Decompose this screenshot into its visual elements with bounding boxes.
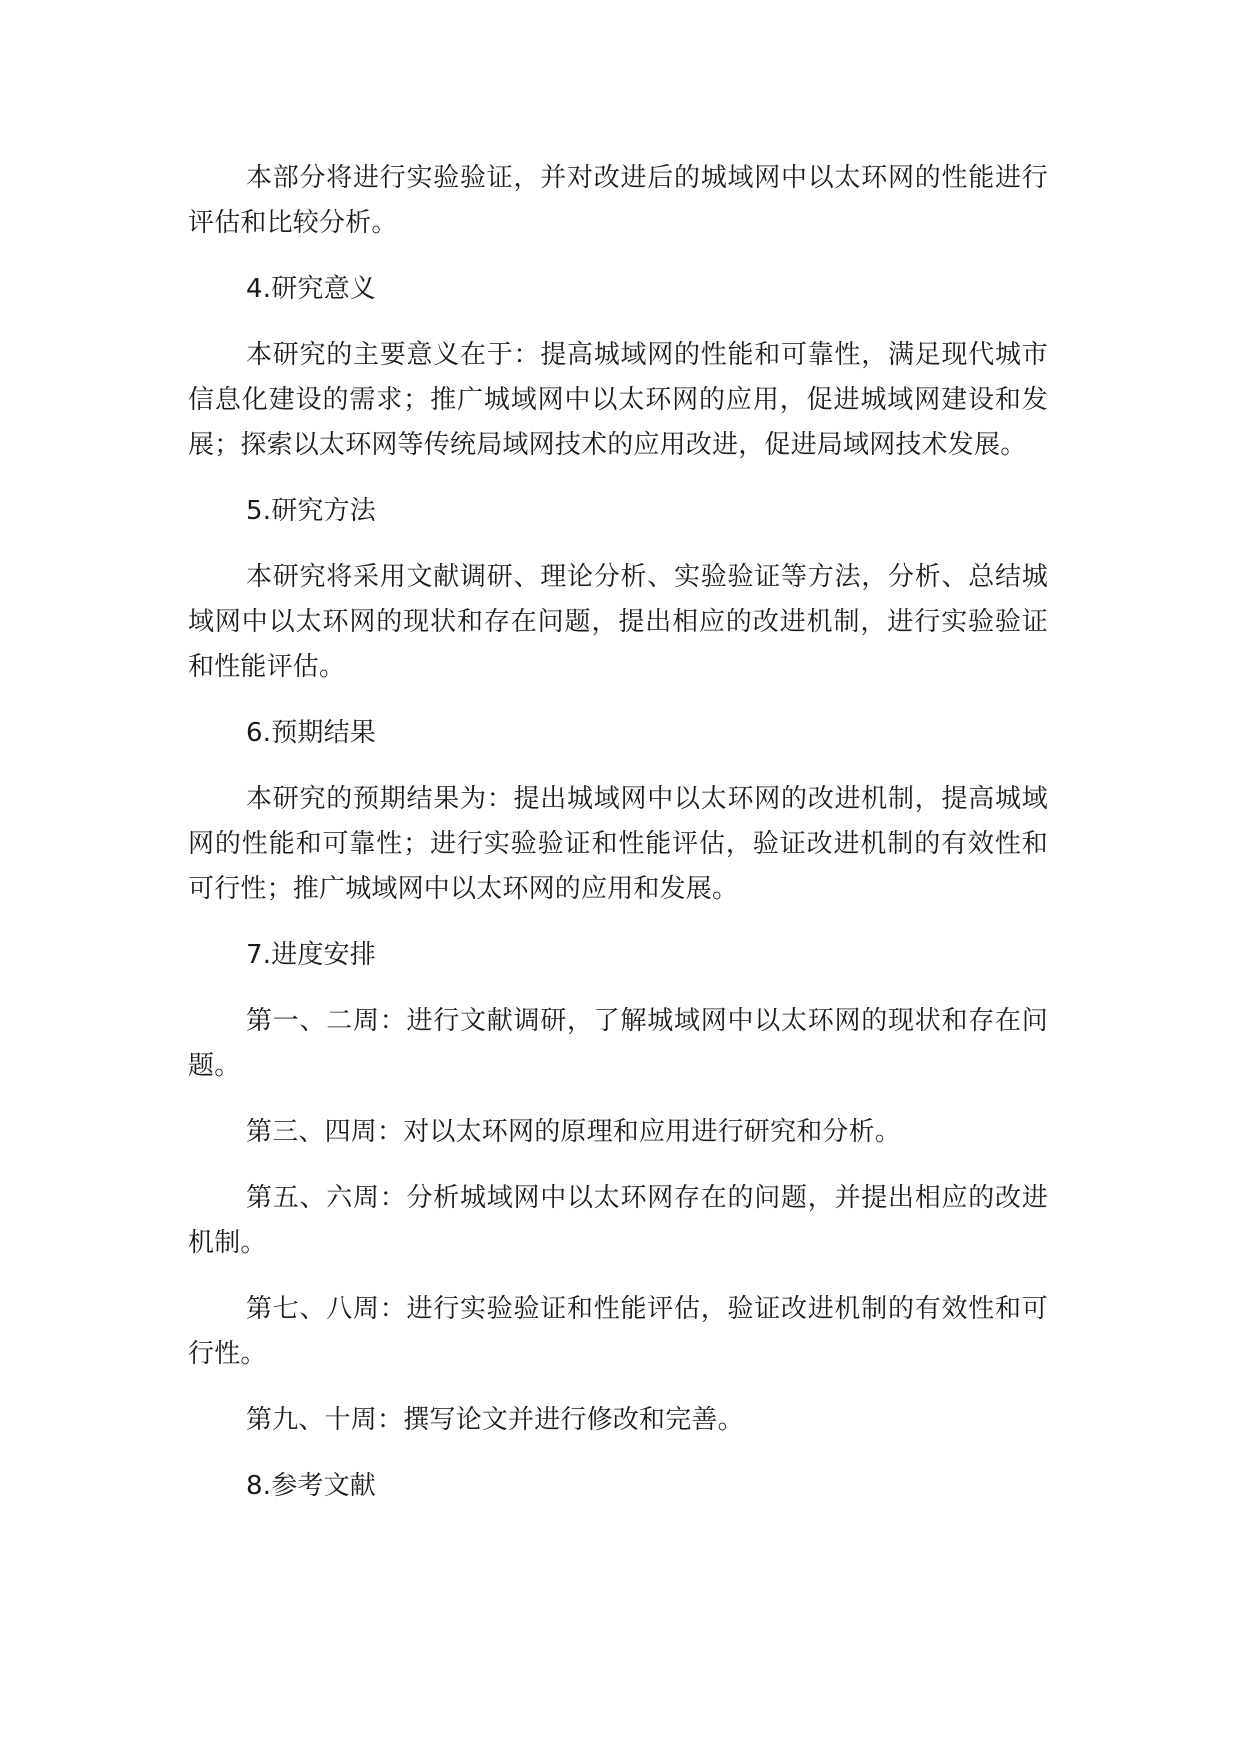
schedule-item-weeks-5-6: 第五、六周：分析城域网中以太环网存在的问题，并提出相应的改进机制。 <box>188 1183 1048 1258</box>
schedule-item-weeks-3-4: 第三、四周：对以太环网的原理和应用进行研究和分析。 <box>246 1117 902 1147</box>
paragraph-research-significance: 本研究的主要意义在于：提高城域网的性能和可靠性，满足现代城市信息化建设的需求；推广城域网中以太环网的应用，促进城域网建设和发展；探索以太环网等传统局域网技术的应用改进，促进局域网技术发展。 <box>188 340 1048 460</box>
paragraph-expected-results: 本研究的预期结果为：提出城域网中以太环网的改进机制，提高城域网的性能和可靠性；进行实验验证和性能评估，验证改进机制的有效性和可行性；推广城域网中以太环网的应用和发展。 <box>188 784 1048 904</box>
section-heading-research-significance: 4.研究意义 <box>246 274 377 304</box>
schedule-item-weeks-9-10: 第九、十周：撰写论文并进行修改和完善。 <box>246 1405 744 1435</box>
section-heading-expected-results: 6.预期结果 <box>246 718 377 748</box>
schedule-item-weeks-1-2: 第一、二周：进行文献调研，了解城域网中以太环网的现状和存在问题。 <box>188 1006 1048 1081</box>
section-heading-research-methods: 5.研究方法 <box>246 496 377 526</box>
document-body <box>188 156 1048 1530</box>
schedule-item-weeks-7-8: 第七、八周：进行实验验证和性能评估，验证改进机制的有效性和可行性。 <box>188 1294 1048 1369</box>
paragraph-research-methods: 本研究将采用文献调研、理论分析、实验验证等方法，分析、总结城域网中以太环网的现状和存在问题，提出相应的改进机制，进行实验验证和性能评估。 <box>188 562 1048 682</box>
section-heading-references: 8.参考文献 <box>246 1471 377 1501</box>
paragraph-experiment-validation: 本部分将进行实验验证，并对改进后的城域网中以太环网的性能进行评估和比较分析。 <box>188 163 1048 238</box>
section-heading-schedule: 7.进度安排 <box>246 940 377 970</box>
